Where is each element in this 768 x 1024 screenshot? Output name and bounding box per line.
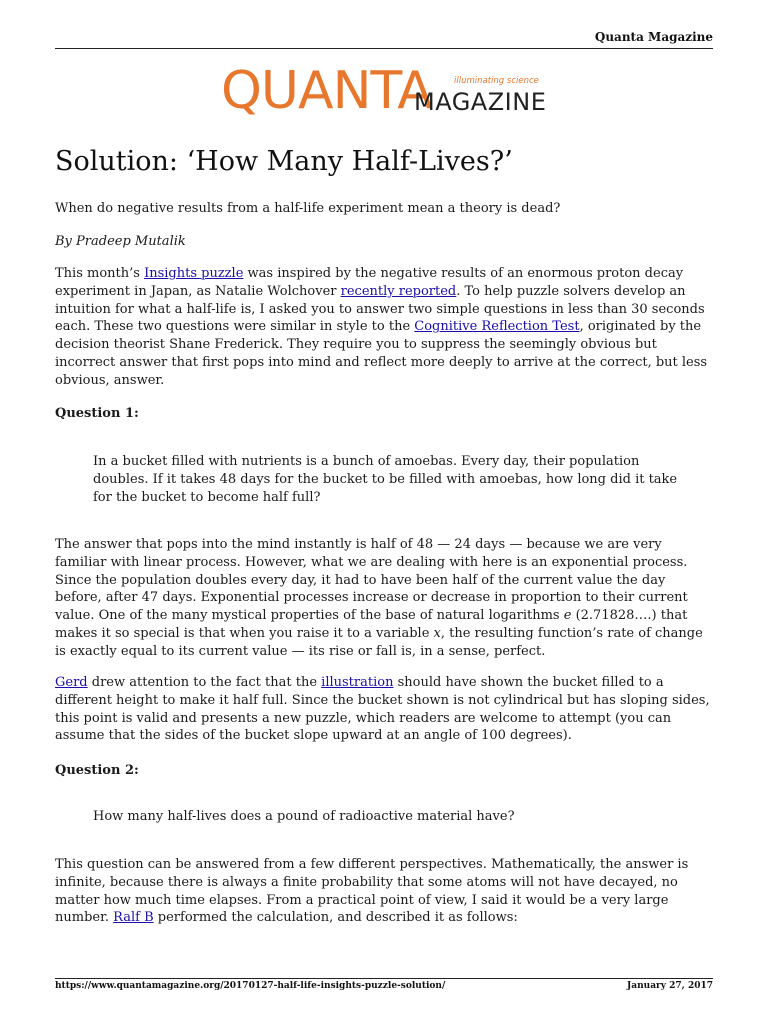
logo-wordmark-quanta: QUANTA [221,61,432,121]
footer-url: https://www.quantamagazine.org/20170127-half-life-insights-puzzle-solution/ [55,981,446,991]
insights-puzzle-link[interactable]: Insights puzzle [144,266,244,281]
gerd-link[interactable]: Gerd [55,675,88,690]
text-run: drew attention to the fact that the [87,675,322,690]
text-run: . To help puzzle solvers develop an intuition for what a half-life is, I asked you to answer two simple questions in less than 30 seconds each. These two questions were similar in style to the [55,283,705,335]
illustration-link[interactable]: illustration [321,675,394,690]
text-run: performed the calculation, and described it as follows: [153,910,518,926]
text-run: This month’s [55,266,145,281]
quanta-logo[interactable] [221,62,551,120]
question-2-text: How many half-lives does a pound of radioactive material have? [93,809,515,824]
cognitive-reflection-test-link[interactable]: Cognitive Reflection Test [414,319,580,335]
site-name: Quanta Magazine [594,30,713,44]
text-run: This question can be answered from a few different perspectives. Mathematically, the answer is infinite, because there is always a finite probability that some atoms will not have decayed, no matter how much time elapses. From a practical point of view, I said it would be a very large number. [55,857,689,926]
article-lede: When do negative results from a half-life experiment mean a theory is dead? [55,201,561,216]
footer-divider [55,978,713,979]
text-run: was inspired by the negative results of an enormous proton decay experiment in Japan, as Natalie Wolchover [55,266,684,299]
article-title: Solution: ‘How Many Half-Lives?’ [55,146,513,177]
ralf-b-link[interactable]: Ralf B [113,910,154,926]
footer-date: January 27, 2017 [627,981,713,991]
text-run: , the resulting function’s rate of change is exactly equal to its current value — its rise or fall is, in a sense, perfect. [55,625,703,659]
paragraph-answer-1 [55,536,713,661]
logo-tagline: illuminating science [454,76,539,86]
paragraph-intro [55,265,713,390]
text-run: , originated by the decision theorist Shane Frederick. They require you to suppress the seemingly obvious but incorrect answer that first pops into mind and reflect more deeply to arrive at the correct, but less obvious, answer. [55,319,708,388]
paragraph-gerd [55,674,713,745]
recently-reported-link[interactable]: recently reported [340,283,457,299]
text-run: should have shown the bucket filled to a different height to make it half full. Since the bucket shown is not cylindrical but has sloping sides, this point is valid and presents a new puzzle, which readers are welcome to attempt (you can assume that the sides of the bucket slope upward at an angle of 100 degrees). [55,675,710,744]
article-byline: By Pradeep Mutalik [55,234,186,249]
paragraph-answer-2 [55,856,713,927]
logo-wordmark-magazine: MAGAZINE [414,88,547,116]
question-1-heading: Question 1: [55,406,139,421]
question-1-text: In a bucket filled with nutrients is a bunch of amoebas. Every day, their population doubles. If it takes 48 days for the bucket to be filled with amoebas, how long did it take for the bucket to become half full? [93,454,678,505]
header-divider [55,48,713,49]
math-e: e [563,608,572,624]
math-x: x [433,625,441,641]
question-2-heading: Question 2: [55,763,139,778]
text-run: (2.71828….) that makes it so special is that when you raise it to a variable [55,608,688,641]
text-run: The answer that pops into the mind instantly is half of 48 — 24 days — because we are very familiar with linear process. However, what we are dealing with here is an exponential process. Since the population doubles every day, it had to have been half of the current value the day before, after 47 days. Exponential processes increase or decrease in proportion to their current value. One of the many mystical properties of the base of natural logarithms [55,537,688,624]
